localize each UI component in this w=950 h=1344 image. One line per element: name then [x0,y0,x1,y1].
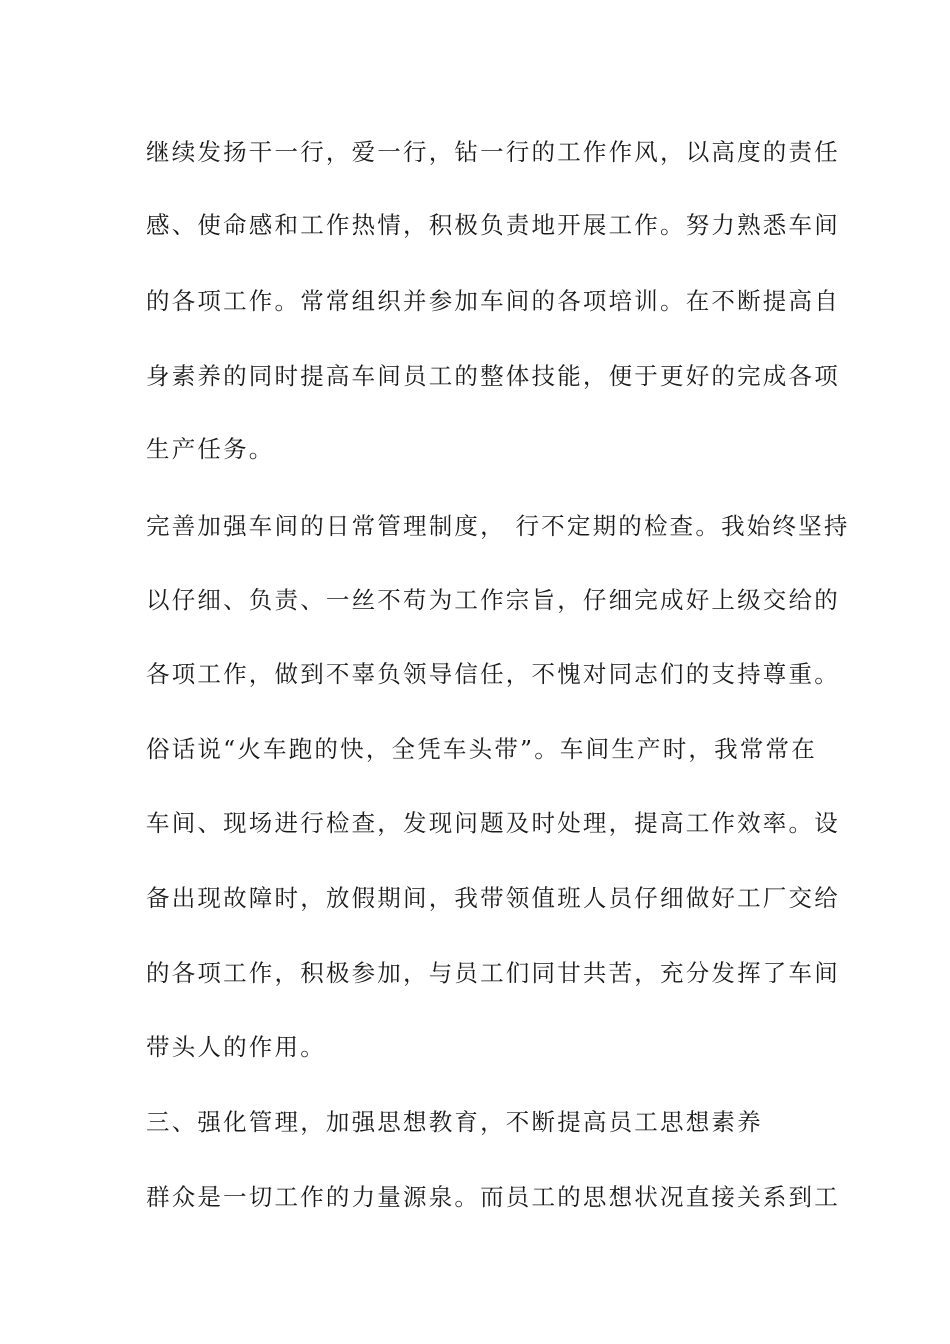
text-line: 的各项工作。常常组织并参加车间的各项培训。在不断提高自 [146,287,840,315]
text-line: 完善加强车间的日常管理制度， 行不定期的检查。我始终坚持 [146,512,850,540]
text-line: 感、使命感和工作热情，积极负责地开展工作。努力熟悉车间 [146,211,840,239]
text-line: 群众是一切工作的力量源泉。而员工的思想状况直接关系到工 [146,1183,840,1211]
text-line: 各项工作，做到不辜负领导信任，不愧对同志们的支持尊重。 [146,660,840,688]
text-line: 带头人的作用。 [146,1033,326,1061]
text-line: 生产任务。 [146,435,275,463]
section-heading: 三、强化管理，加强思想教育，不断提高员工思想素养 [146,1108,763,1136]
text-line: 备出现故障时，放假期间，我带领值班人员仔细做好工厂交给 [146,884,840,912]
text-line: 以仔细、负责、一丝不苟为工作宗旨，仔细完成好上级交给的 [146,586,840,614]
text-line: 俗话说“火车跑的快，全凭车头带”。车间生产时，我常常在 [146,735,817,763]
text-line: 车间、现场进行检查，发现问题及时处理，提高工作效率。设 [146,809,840,837]
text-line: 继续发扬干一行，爱一行，钻一行的工作作风，以高度的责任 [146,138,840,166]
text-line: 身素养的同时提高车间员工的整体技能，便于更好的完成各项 [146,362,840,390]
text-line: 的各项工作，积极参加，与员工们同甘共苦，充分发挥了车间 [146,959,840,987]
